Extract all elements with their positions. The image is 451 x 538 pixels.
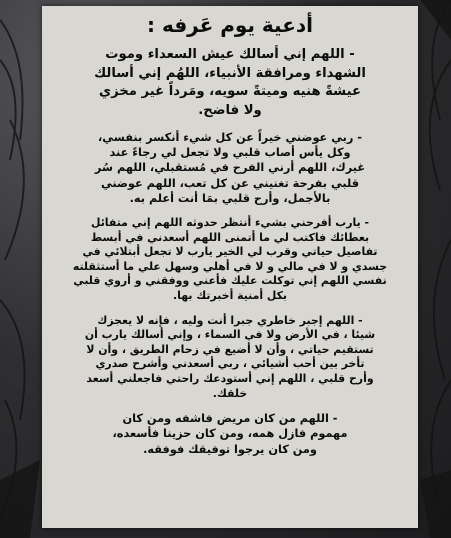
prayer-line: جسدي و لا في مالي و لا في أهلي وسهل علي ما أستثقلته [72,259,388,273]
prayer-line: شيئا ، في الأرض ولا في السماء ، وإني أسالك يارب أن [84,328,376,342]
prayer-line: تستقيم حياتي ، وأن لا أضيع في زحام الطريق ، وأن لا [86,342,374,356]
prayer-line: بكل أمنية أخبرتك بها. [172,288,288,302]
prayer-paragraph-3 [52,216,408,304]
prayer-line: وكل يأس أصاب قلبي ولا تجعل لي رجاءً عند [109,146,351,160]
prayer-line: ولا فاضح. [198,102,262,118]
prayer-paragraph-2 [52,130,408,206]
prayer-line: تفاصيل حياتي وقرب لي الخير يارب لا تجعل أبتلائي في [82,245,378,259]
prayer-line: الشهداء ومرافقة الأنبياء، اللهُم إني أسالك [94,65,366,81]
prayer-card [42,6,418,528]
prayer-line: - يارب أفرحني بشيء أنتظر حدوثه اللهم إني متفائل [91,216,369,230]
prayer-line: نفسي اللهم إني توكلت عليك فأعني ووفقني و أروي قلبي [73,274,387,288]
prayer-line: وأرح قلبي ، اللهم إني أستودعك راحتي فاجعلني أسعد [86,371,374,385]
prayer-paragraph-4 [52,314,408,402]
prayer-line: - ربي عوضني خيراً عن كل شيء أنكسر بنفسي، [98,131,362,144]
prayer-line: - اللهم إني أسالك عيش السعداء وموت [105,47,355,62]
prayer-line: - اللهم من كان مريض فاشفه ومن كان [122,412,338,426]
prayer-line: - اللهم إجبر خاطري جبرا أنت وليه ، فإنه لا يعجزك [97,313,363,327]
prayer-line: خلقك. [212,386,248,400]
prayer-line: غيرك، اللهم أرني الفرح في مُستقبلي، اللهم سُر [94,161,366,175]
prayer-line: بعطائك فاكتب لي ما أتمنى اللهم أسعدني في أبسط [90,230,370,244]
prayer-paragraph-5 [52,411,408,457]
prayer-line: قلبي بفرحة تغنيني عن كل تعب، اللهم عوضني [100,176,360,190]
prayer-line: عيشةً هنيه وميتةً سويه، ومَرداً غير مخزي [99,84,361,99]
prayer-line: تأخر بين أحب أشيائي ، ربي أسعدني وأشرح صدري [95,357,365,371]
prayer-line: بالأجمل، وأرح قلبي بمَا أنت أعلم به. [129,191,331,205]
prayer-line: مهموم فازل همه، ومن كان حزينا فأسعده، [112,427,348,441]
card-title: أدعية يوم عَرفه : [147,13,313,37]
prayer-paragraph-1 [52,46,408,120]
prayer-line: ومن كان يرجوا توفيقك فوفقه. [143,442,317,456]
